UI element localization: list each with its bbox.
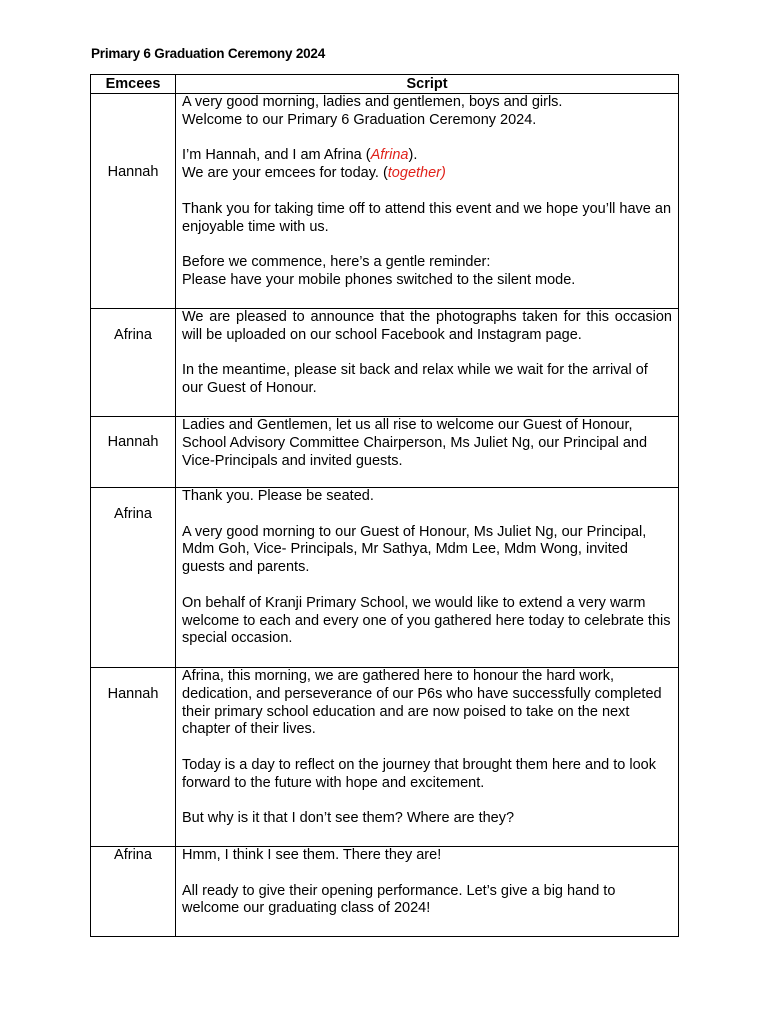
emcee-cell xyxy=(91,309,176,417)
table-row xyxy=(91,417,679,488)
script-line: We are pleased to announce that the photographs taken for this occasion will be uploaded on our school Facebook and Instagram page. xyxy=(182,309,672,343)
table-row xyxy=(91,94,679,309)
script-line: I’m Hannah, and I am Afrina (Afrina). xyxy=(182,147,418,164)
emcee-cell xyxy=(91,417,176,488)
table-header-row xyxy=(91,75,679,94)
script-cell xyxy=(176,488,679,668)
script-line: Please have your mobile phones switched to the silent mode. xyxy=(182,271,576,288)
script-line: All ready to give their opening performance. Let’s give a big hand to welcome our graduating class of 2024! xyxy=(182,882,616,917)
script-line: Afrina, this morning, we are gathered here to honour the hard work, dedication, and perseverance of our P6s who have successfully completed their primary school education and are now poised to take on the next chapter of their lives. xyxy=(182,668,662,738)
script-line: But why is it that I don’t see them? Where are they? xyxy=(182,810,515,827)
stage-direction: Afrina xyxy=(370,147,409,164)
header-emcees: Emcees xyxy=(91,75,176,94)
emcee-name: Hannah xyxy=(107,164,159,180)
script-line: Hmm, I think I see them. There they are! xyxy=(182,847,442,863)
script-cell xyxy=(176,309,679,417)
table-row xyxy=(91,309,679,417)
table-row xyxy=(91,488,679,668)
script-cell xyxy=(176,417,679,488)
script-cell xyxy=(176,668,679,847)
script-line: A very good morning, ladies and gentlemen, boys and girls. xyxy=(182,94,563,110)
script-line: On behalf of Kranji Primary School, we would like to extend a very warm welcome to each and every one of you gathered here today to celebrate this special occasion. xyxy=(182,594,671,647)
emcee-name: Hannah xyxy=(107,686,159,702)
script-line: Today is a day to reflect on the journey that brought them here and to look forward to the future with hope and excitement. xyxy=(182,756,656,791)
script-line: A very good morning to our Guest of Honour, Ms Juliet Ng, our Principal, Mdm Goh, Vice- Principals, Mr Sathya, Mdm Lee, Mdm Wong, invited guests and parents. xyxy=(182,523,647,576)
emcee-name: Hannah xyxy=(107,434,159,450)
script-cell xyxy=(176,94,679,309)
document-title: Primary 6 Graduation Ceremony 2024 xyxy=(91,46,326,61)
emcee-cell xyxy=(91,847,176,937)
emcee-cell xyxy=(91,94,176,309)
script-line: In the meantime, please sit back and relax while we wait for the arrival of our Guest of Honour. xyxy=(182,362,648,397)
emcee-name: Afrina xyxy=(114,506,152,522)
emcee-cell xyxy=(91,488,176,668)
emcee-cell xyxy=(91,668,176,847)
emcee-name: Afrina xyxy=(114,847,152,863)
script-line: Before we commence, here’s a gentle reminder: xyxy=(182,254,491,271)
stage-direction: together xyxy=(387,165,441,182)
script-line: We are your emcees for today. (together) xyxy=(182,165,446,182)
script-cell xyxy=(176,847,679,937)
script-line: Welcome to our Primary 6 Graduation Ceremony 2024. xyxy=(182,111,537,128)
script-line: Thank you for taking time off to attend this event and we hope you’ll have an enjoyable time with us. xyxy=(182,200,672,235)
header-script: Script xyxy=(176,75,679,94)
script-table xyxy=(90,74,679,937)
emcee-name: Afrina xyxy=(114,327,152,343)
table-row xyxy=(91,668,679,847)
script-line: Ladies and Gentlemen, let us all rise to welcome our Guest of Honour, School Advisory Committee Chairperson, Ms Juliet Ng, our Principal and Vice-Principals and invited guests. xyxy=(182,417,648,469)
script-line: Thank you. Please be seated. xyxy=(182,488,374,504)
table-row xyxy=(91,847,679,937)
